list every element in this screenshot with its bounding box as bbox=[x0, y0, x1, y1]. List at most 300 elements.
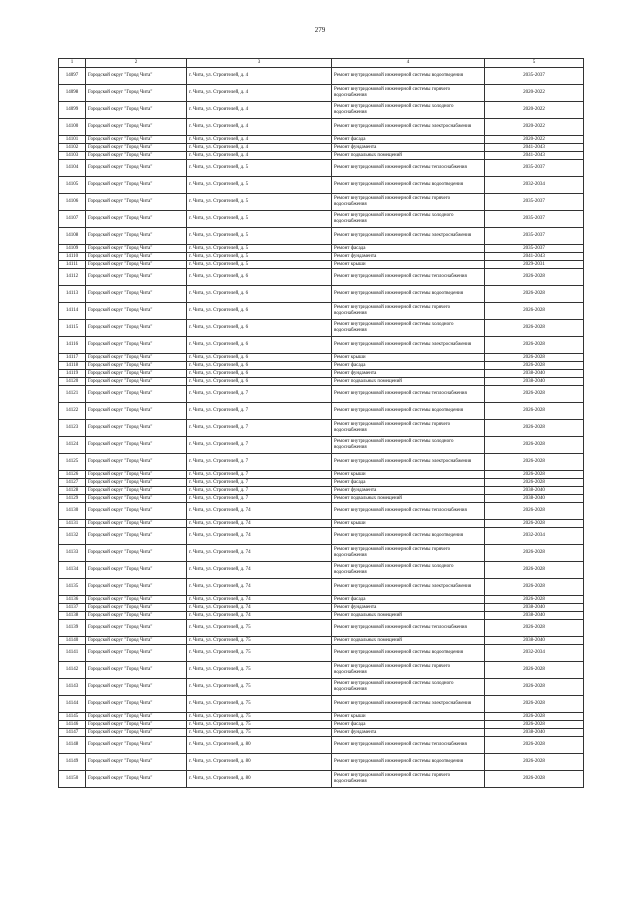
cell-work: Ремонт крыши bbox=[332, 261, 485, 269]
cell-mo: Городской округ "Город Чита" bbox=[86, 211, 187, 228]
table-row bbox=[59, 337, 584, 354]
cell-id: 14132 bbox=[59, 528, 86, 545]
table-row bbox=[59, 261, 584, 269]
cell-id: 14117 bbox=[59, 354, 86, 362]
cell-id: 14097 bbox=[59, 68, 86, 85]
cell-period: 2029-2031 bbox=[485, 261, 584, 269]
cell-work: Ремонт внутридомовой инженерной системы водоотведения bbox=[332, 68, 485, 85]
column-header: 1 bbox=[59, 59, 86, 68]
cell-work: Ремонт фасада bbox=[332, 721, 485, 729]
cell-work: Ремонт фундамента bbox=[332, 604, 485, 612]
cell-addr: г. Чита, ул. Строителей, д. 5 bbox=[187, 253, 332, 261]
table-row bbox=[59, 403, 584, 420]
cell-period: 2020-2022 bbox=[485, 102, 584, 119]
cell-mo: Городской округ "Город Чита" bbox=[86, 386, 187, 403]
cell-addr: г. Чита, ул. Строителей, д. 5 bbox=[187, 177, 332, 194]
cell-period: 2035-2037 bbox=[485, 228, 584, 245]
cell-id: 14104 bbox=[59, 160, 86, 177]
table-row bbox=[59, 454, 584, 471]
cell-period: 2032-2034 bbox=[485, 645, 584, 662]
cell-addr: г. Чита, ул. Строителей, д. 7 bbox=[187, 420, 332, 437]
cell-mo: Городской округ "Город Чита" bbox=[86, 68, 187, 85]
table-row bbox=[59, 479, 584, 487]
cell-work: Ремонт фундамента bbox=[332, 487, 485, 495]
cell-addr: г. Чита, ул. Строителей, д. 5 bbox=[187, 194, 332, 211]
table-row bbox=[59, 152, 584, 160]
cell-work: Ремонт внутридомовой инженерной системы теплоснабжения bbox=[332, 160, 485, 177]
cell-mo: Городской округ "Город Чита" bbox=[86, 729, 187, 737]
cell-work: Ремонт внутридомовой инженерной системы теплоснабжения bbox=[332, 386, 485, 403]
cell-mo: Городской округ "Город Чита" bbox=[86, 545, 187, 562]
cell-work: Ремонт внутридомовой инженерной системы водоотведения bbox=[332, 177, 485, 194]
table-row bbox=[59, 144, 584, 152]
cell-id: 14108 bbox=[59, 228, 86, 245]
cell-addr: г. Чита, ул. Строителей, д. 6 bbox=[187, 354, 332, 362]
cell-work: Ремонт фасада bbox=[332, 136, 485, 144]
cell-addr: г. Чита, ул. Строителей, д. 4 bbox=[187, 136, 332, 144]
cell-mo: Городской округ "Город Чита" bbox=[86, 520, 187, 528]
cell-id: 14106 bbox=[59, 194, 86, 211]
cell-id: 14130 bbox=[59, 503, 86, 520]
table-row bbox=[59, 354, 584, 362]
cell-mo: Городской округ "Город Чита" bbox=[86, 261, 187, 269]
cell-mo: Городской округ "Город Чита" bbox=[86, 228, 187, 245]
table-row bbox=[59, 269, 584, 286]
cell-work: Ремонт внутридомовой инженерной системы теплоснабжения bbox=[332, 737, 485, 754]
cell-period: 2038-2040 bbox=[485, 487, 584, 495]
cell-mo: Городской округ "Город Чита" bbox=[86, 102, 187, 119]
cell-addr: г. Чита, ул. Строителей, д. 74 bbox=[187, 604, 332, 612]
cell-work: Ремонт внутридомовой инженерной системы горячего водоснабжения bbox=[332, 771, 485, 788]
cell-addr: г. Чита, ул. Строителей, д. 80 bbox=[187, 737, 332, 754]
cell-id: 14101 bbox=[59, 136, 86, 144]
cell-mo: Городской округ "Город Чита" bbox=[86, 737, 187, 754]
cell-id: 14100 bbox=[59, 119, 86, 136]
cell-id: 14122 bbox=[59, 403, 86, 420]
cell-mo: Городской округ "Город Чита" bbox=[86, 637, 187, 645]
cell-mo: Городской округ "Город Чита" bbox=[86, 721, 187, 729]
table-row bbox=[59, 612, 584, 620]
table-row bbox=[59, 102, 584, 119]
cell-id: 14133 bbox=[59, 545, 86, 562]
table-row bbox=[59, 520, 584, 528]
cell-period: 2026-2028 bbox=[485, 354, 584, 362]
cell-addr: г. Чита, ул. Строителей, д. 4 bbox=[187, 85, 332, 102]
cell-period: 2026-2028 bbox=[485, 479, 584, 487]
column-header: 4 bbox=[332, 59, 485, 68]
cell-addr: г. Чита, ул. Строителей, д. 4 bbox=[187, 119, 332, 136]
cell-work: Ремонт фасада bbox=[332, 245, 485, 253]
cell-id: 14112 bbox=[59, 269, 86, 286]
cell-id: 14103 bbox=[59, 152, 86, 160]
cell-addr: г. Чита, ул. Строителей, д. 75 bbox=[187, 696, 332, 713]
table-row bbox=[59, 160, 584, 177]
cell-period: 2026-2028 bbox=[485, 471, 584, 479]
table-row bbox=[59, 696, 584, 713]
cell-id: 14115 bbox=[59, 320, 86, 337]
cell-id: 14119 bbox=[59, 370, 86, 378]
cell-work: Ремонт внутридомовой инженерной системы электроснабжения bbox=[332, 579, 485, 596]
cell-mo: Городской округ "Город Чита" bbox=[86, 362, 187, 370]
cell-work: Ремонт внутридомовой инженерной системы электроснабжения bbox=[332, 337, 485, 354]
cell-id: 14118 bbox=[59, 362, 86, 370]
cell-id: 14143 bbox=[59, 679, 86, 696]
cell-addr: г. Чита, ул. Строителей, д. 7 bbox=[187, 471, 332, 479]
cell-addr: г. Чита, ул. Строителей, д. 80 bbox=[187, 771, 332, 788]
cell-addr: г. Чита, ул. Строителей, д. 6 bbox=[187, 286, 332, 303]
table-row bbox=[59, 286, 584, 303]
table-row bbox=[59, 386, 584, 403]
cell-period: 2026-2028 bbox=[485, 320, 584, 337]
cell-mo: Городской округ "Город Чита" bbox=[86, 612, 187, 620]
cell-id: 14113 bbox=[59, 286, 86, 303]
cell-addr: г. Чита, ул. Строителей, д. 6 bbox=[187, 378, 332, 386]
cell-mo: Городской округ "Город Чита" bbox=[86, 370, 187, 378]
cell-mo: Городской округ "Город Чита" bbox=[86, 620, 187, 637]
cell-period: 2038-2040 bbox=[485, 378, 584, 386]
cell-work: Ремонт внутридомовой инженерной системы электроснабжения bbox=[332, 119, 485, 136]
cell-work: Ремонт внутридомовой инженерной системы электроснабжения bbox=[332, 228, 485, 245]
cell-id: 14098 bbox=[59, 85, 86, 102]
cell-work: Ремонт внутридомовой инженерной системы горячего водоснабжения bbox=[332, 662, 485, 679]
cell-id: 14134 bbox=[59, 562, 86, 579]
cell-addr: г. Чита, ул. Строителей, д. 75 bbox=[187, 729, 332, 737]
table-row bbox=[59, 253, 584, 261]
table-row bbox=[59, 471, 584, 479]
column-header: 5 bbox=[485, 59, 584, 68]
cell-period: 2035-2037 bbox=[485, 245, 584, 253]
cell-addr: г. Чита, ул. Строителей, д. 6 bbox=[187, 320, 332, 337]
cell-addr: г. Чита, ул. Строителей, д. 6 bbox=[187, 362, 332, 370]
cell-mo: Городской округ "Город Чита" bbox=[86, 528, 187, 545]
table-row bbox=[59, 662, 584, 679]
cell-mo: Городской округ "Город Чита" bbox=[86, 177, 187, 194]
cell-mo: Городской округ "Город Чита" bbox=[86, 160, 187, 177]
cell-mo: Городской округ "Город Чита" bbox=[86, 479, 187, 487]
cell-addr: г. Чита, ул. Строителей, д. 74 bbox=[187, 612, 332, 620]
cell-period: 2038-2040 bbox=[485, 604, 584, 612]
table-row bbox=[59, 487, 584, 495]
cell-period: 2026-2028 bbox=[485, 286, 584, 303]
cell-addr: г. Чита, ул. Строителей, д. 75 bbox=[187, 637, 332, 645]
table-row bbox=[59, 645, 584, 662]
cell-id: 14123 bbox=[59, 420, 86, 437]
cell-mo: Городской округ "Город Чита" bbox=[86, 144, 187, 152]
cell-addr: г. Чита, ул. Строителей, д. 5 bbox=[187, 261, 332, 269]
cell-addr: г. Чита, ул. Строителей, д. 6 bbox=[187, 303, 332, 320]
cell-work: Ремонт внутридомовой инженерной системы горячего водоснабжения bbox=[332, 420, 485, 437]
table-row bbox=[59, 771, 584, 788]
cell-mo: Городской округ "Город Чита" bbox=[86, 320, 187, 337]
cell-id: 14116 bbox=[59, 337, 86, 354]
cell-addr: г. Чита, ул. Строителей, д. 4 bbox=[187, 68, 332, 85]
cell-period: 2026-2028 bbox=[485, 562, 584, 579]
cell-period: 2026-2028 bbox=[485, 362, 584, 370]
cell-id: 14148 bbox=[59, 737, 86, 754]
cell-work: Ремонт подвальных помещений bbox=[332, 495, 485, 503]
cell-period: 2026-2028 bbox=[485, 596, 584, 604]
cell-id: 14105 bbox=[59, 177, 86, 194]
cell-id: 14129 bbox=[59, 495, 86, 503]
cell-period: 2026-2028 bbox=[485, 303, 584, 320]
cell-period: 2035-2037 bbox=[485, 194, 584, 211]
cell-id: 14111 bbox=[59, 261, 86, 269]
cell-mo: Городской округ "Город Чита" bbox=[86, 662, 187, 679]
cell-id: 14120 bbox=[59, 378, 86, 386]
cell-mo: Городской округ "Город Чита" bbox=[86, 420, 187, 437]
cell-period: 2026-2028 bbox=[485, 721, 584, 729]
cell-mo: Городской округ "Город Чита" bbox=[86, 495, 187, 503]
cell-work: Ремонт внутридомовой инженерной системы водоотведения bbox=[332, 528, 485, 545]
cell-addr: г. Чита, ул. Строителей, д. 7 bbox=[187, 454, 332, 471]
table-row bbox=[59, 596, 584, 604]
cell-addr: г. Чита, ул. Строителей, д. 7 bbox=[187, 479, 332, 487]
cell-period: 2038-2040 bbox=[485, 370, 584, 378]
cell-work: Ремонт фундамента bbox=[332, 370, 485, 378]
cell-period: 2032-2034 bbox=[485, 177, 584, 194]
cell-work: Ремонт фундамента bbox=[332, 729, 485, 737]
cell-id: 14124 bbox=[59, 437, 86, 454]
table-row bbox=[59, 119, 584, 136]
cell-work: Ремонт фасада bbox=[332, 362, 485, 370]
cell-id: 14149 bbox=[59, 754, 86, 771]
cell-period: 2026-2028 bbox=[485, 771, 584, 788]
cell-period: 2026-2028 bbox=[485, 737, 584, 754]
cell-work: Ремонт фасада bbox=[332, 596, 485, 604]
cell-addr: г. Чита, ул. Строителей, д. 5 bbox=[187, 160, 332, 177]
table-row bbox=[59, 420, 584, 437]
cell-mo: Городской округ "Город Чита" bbox=[86, 503, 187, 520]
cell-mo: Городской округ "Город Чита" bbox=[86, 85, 187, 102]
cell-period: 2026-2028 bbox=[485, 754, 584, 771]
cell-mo: Городской округ "Город Чита" bbox=[86, 471, 187, 479]
cell-mo: Городской округ "Город Чита" bbox=[86, 437, 187, 454]
cell-addr: г. Чита, ул. Строителей, д. 74 bbox=[187, 579, 332, 596]
table-row bbox=[59, 637, 584, 645]
page-number: 279 bbox=[314, 26, 326, 34]
cell-mo: Городской округ "Город Чита" bbox=[86, 696, 187, 713]
cell-mo: Городской округ "Город Чита" bbox=[86, 253, 187, 261]
cell-mo: Городской округ "Город Чита" bbox=[86, 119, 187, 136]
table-row bbox=[59, 177, 584, 194]
cell-mo: Городской округ "Город Чита" bbox=[86, 245, 187, 253]
cell-period: 2026-2028 bbox=[485, 713, 584, 721]
cell-mo: Городской округ "Город Чита" bbox=[86, 771, 187, 788]
cell-mo: Городской округ "Город Чита" bbox=[86, 194, 187, 211]
cell-period: 2035-2037 bbox=[485, 160, 584, 177]
cell-period: 2035-2037 bbox=[485, 68, 584, 85]
table-row bbox=[59, 579, 584, 596]
cell-period: 2038-2040 bbox=[485, 729, 584, 737]
cell-period: 2020-2022 bbox=[485, 85, 584, 102]
table-row bbox=[59, 620, 584, 637]
column-header: 2 bbox=[86, 59, 187, 68]
cell-period: 2038-2040 bbox=[485, 637, 584, 645]
cell-period: 2026-2028 bbox=[485, 620, 584, 637]
cell-work: Ремонт подвальных помещений bbox=[332, 637, 485, 645]
cell-addr: г. Чита, ул. Строителей, д. 75 bbox=[187, 662, 332, 679]
cell-id: 14127 bbox=[59, 479, 86, 487]
table-row bbox=[59, 437, 584, 454]
cell-work: Ремонт подвальных помещений bbox=[332, 612, 485, 620]
table-row bbox=[59, 68, 584, 85]
cell-addr: г. Чита, ул. Строителей, д. 7 bbox=[187, 403, 332, 420]
cell-work: Ремонт внутридомовой инженерной системы горячего водоснабжения bbox=[332, 85, 485, 102]
cell-work: Ремонт внутридомовой инженерной системы холодного водоснабжения bbox=[332, 562, 485, 579]
cell-work: Ремонт подвальных помещений bbox=[332, 378, 485, 386]
cell-work: Ремонт фундамента bbox=[332, 253, 485, 261]
cell-addr: г. Чита, ул. Строителей, д. 74 bbox=[187, 545, 332, 562]
cell-work: Ремонт внутридомовой инженерной системы теплоснабжения bbox=[332, 269, 485, 286]
cell-work: Ремонт внутридомовой инженерной системы водоотведения bbox=[332, 754, 485, 771]
cell-addr: г. Чита, ул. Строителей, д. 74 bbox=[187, 520, 332, 528]
table-row bbox=[59, 729, 584, 737]
cell-period: 2026-2028 bbox=[485, 679, 584, 696]
cell-period: 2041-2043 bbox=[485, 144, 584, 152]
cell-period: 2035-2037 bbox=[485, 211, 584, 228]
capital-repair-table bbox=[58, 58, 584, 788]
cell-period: 2026-2028 bbox=[485, 520, 584, 528]
cell-id: 14110 bbox=[59, 253, 86, 261]
cell-addr: г. Чита, ул. Строителей, д. 7 bbox=[187, 437, 332, 454]
cell-id: 14140 bbox=[59, 637, 86, 645]
cell-period: 2026-2028 bbox=[485, 503, 584, 520]
cell-period: 2041-2043 bbox=[485, 253, 584, 261]
cell-work: Ремонт фасада bbox=[332, 479, 485, 487]
table-row bbox=[59, 503, 584, 520]
cell-period: 2020-2022 bbox=[485, 136, 584, 144]
cell-work: Ремонт внутридомовой инженерной системы холодного водоснабжения bbox=[332, 102, 485, 119]
cell-addr: г. Чита, ул. Строителей, д. 7 bbox=[187, 487, 332, 495]
cell-addr: г. Чита, ул. Строителей, д. 6 bbox=[187, 269, 332, 286]
table-row bbox=[59, 211, 584, 228]
cell-id: 14131 bbox=[59, 520, 86, 528]
cell-mo: Городской округ "Город Чита" bbox=[86, 303, 187, 320]
table-row bbox=[59, 528, 584, 545]
cell-addr: г. Чита, ул. Строителей, д. 4 bbox=[187, 144, 332, 152]
cell-period: 2026-2028 bbox=[485, 420, 584, 437]
column-header: 3 bbox=[187, 59, 332, 68]
cell-work: Ремонт внутридомовой инженерной системы горячего водоснабжения bbox=[332, 545, 485, 562]
cell-mo: Городской округ "Город Чита" bbox=[86, 713, 187, 721]
cell-id: 14146 bbox=[59, 721, 86, 729]
cell-mo: Городской округ "Город Чита" bbox=[86, 579, 187, 596]
cell-period: 2032-2034 bbox=[485, 528, 584, 545]
table-row bbox=[59, 370, 584, 378]
cell-mo: Городской округ "Город Чита" bbox=[86, 378, 187, 386]
table-row bbox=[59, 737, 584, 754]
cell-addr: г. Чита, ул. Строителей, д. 74 bbox=[187, 596, 332, 604]
cell-addr: г. Чита, ул. Строителей, д. 80 bbox=[187, 754, 332, 771]
cell-period: 2038-2040 bbox=[485, 612, 584, 620]
cell-id: 14142 bbox=[59, 662, 86, 679]
cell-work: Ремонт внутридомовой инженерной системы холодного водоснабжения bbox=[332, 437, 485, 454]
cell-work: Ремонт внутридомовой инженерной системы холодного водоснабжения bbox=[332, 211, 485, 228]
table-row bbox=[59, 320, 584, 337]
cell-period: 2020-2022 bbox=[485, 119, 584, 136]
column-number-row bbox=[59, 59, 584, 68]
cell-mo: Городской округ "Город Чита" bbox=[86, 454, 187, 471]
table-row bbox=[59, 303, 584, 320]
cell-id: 14139 bbox=[59, 620, 86, 637]
cell-period: 2026-2028 bbox=[485, 437, 584, 454]
cell-work: Ремонт внутридомовой инженерной системы горячего водоснабжения bbox=[332, 194, 485, 211]
cell-mo: Городской округ "Город Чита" bbox=[86, 152, 187, 160]
cell-addr: г. Чита, ул. Строителей, д. 4 bbox=[187, 102, 332, 119]
cell-addr: г. Чита, ул. Строителей, д. 75 bbox=[187, 645, 332, 662]
cell-work: Ремонт крыши bbox=[332, 354, 485, 362]
cell-addr: г. Чита, ул. Строителей, д. 5 bbox=[187, 245, 332, 253]
table-row bbox=[59, 194, 584, 211]
cell-addr: г. Чита, ул. Строителей, д. 74 bbox=[187, 503, 332, 520]
table-row bbox=[59, 228, 584, 245]
cell-id: 14138 bbox=[59, 612, 86, 620]
cell-id: 14136 bbox=[59, 596, 86, 604]
cell-id: 14114 bbox=[59, 303, 86, 320]
table-row bbox=[59, 721, 584, 729]
table-row bbox=[59, 604, 584, 612]
cell-addr: г. Чита, ул. Строителей, д. 5 bbox=[187, 211, 332, 228]
cell-mo: Городской округ "Город Чита" bbox=[86, 354, 187, 362]
cell-period: 2041-2043 bbox=[485, 152, 584, 160]
cell-id: 14144 bbox=[59, 696, 86, 713]
table-row bbox=[59, 85, 584, 102]
cell-id: 14147 bbox=[59, 729, 86, 737]
table-row bbox=[59, 245, 584, 253]
cell-period: 2026-2028 bbox=[485, 269, 584, 286]
cell-work: Ремонт фундамента bbox=[332, 144, 485, 152]
cell-addr: г. Чита, ул. Строителей, д. 75 bbox=[187, 713, 332, 721]
cell-period: 2026-2028 bbox=[485, 403, 584, 420]
cell-work: Ремонт крыши bbox=[332, 520, 485, 528]
cell-id: 14121 bbox=[59, 386, 86, 403]
cell-addr: г. Чита, ул. Строителей, д. 75 bbox=[187, 620, 332, 637]
cell-mo: Городской округ "Город Чита" bbox=[86, 645, 187, 662]
cell-period: 2026-2028 bbox=[485, 386, 584, 403]
cell-id: 14137 bbox=[59, 604, 86, 612]
cell-work: Ремонт внутридомовой инженерной системы теплоснабжения bbox=[332, 620, 485, 637]
cell-addr: г. Чита, ул. Строителей, д. 5 bbox=[187, 228, 332, 245]
cell-period: 2026-2028 bbox=[485, 337, 584, 354]
cell-work: Ремонт внутридомовой инженерной системы холодного водоснабжения bbox=[332, 320, 485, 337]
cell-addr: г. Чита, ул. Строителей, д. 6 bbox=[187, 370, 332, 378]
table-row bbox=[59, 713, 584, 721]
table-row bbox=[59, 378, 584, 386]
cell-work: Ремонт внутридомовой инженерной системы холодного водоснабжения bbox=[332, 679, 485, 696]
cell-mo: Городской округ "Город Чита" bbox=[86, 596, 187, 604]
cell-addr: г. Чита, ул. Строителей, д. 75 bbox=[187, 679, 332, 696]
cell-mo: Городской округ "Город Чита" bbox=[86, 337, 187, 354]
table-row bbox=[59, 136, 584, 144]
cell-mo: Городской округ "Город Чита" bbox=[86, 754, 187, 771]
cell-work: Ремонт внутридомовой инженерной системы водоотведения bbox=[332, 286, 485, 303]
cell-mo: Городской округ "Город Чита" bbox=[86, 562, 187, 579]
cell-mo: Городской округ "Город Чита" bbox=[86, 604, 187, 612]
cell-mo: Городской округ "Город Чита" bbox=[86, 487, 187, 495]
cell-id: 14109 bbox=[59, 245, 86, 253]
cell-work: Ремонт внутридомовой инженерной системы водоотведения bbox=[332, 645, 485, 662]
cell-addr: г. Чита, ул. Строителей, д. 7 bbox=[187, 495, 332, 503]
cell-work: Ремонт внутридомовой инженерной системы горячего водоснабжения bbox=[332, 303, 485, 320]
cell-id: 14145 bbox=[59, 713, 86, 721]
cell-work: Ремонт внутридомовой инженерной системы электроснабжения bbox=[332, 454, 485, 471]
table-row bbox=[59, 495, 584, 503]
table-row bbox=[59, 562, 584, 579]
cell-work: Ремонт крыши bbox=[332, 713, 485, 721]
cell-id: 14125 bbox=[59, 454, 86, 471]
cell-addr: г. Чита, ул. Строителей, д. 74 bbox=[187, 562, 332, 579]
cell-mo: Городской округ "Город Чита" bbox=[86, 136, 187, 144]
